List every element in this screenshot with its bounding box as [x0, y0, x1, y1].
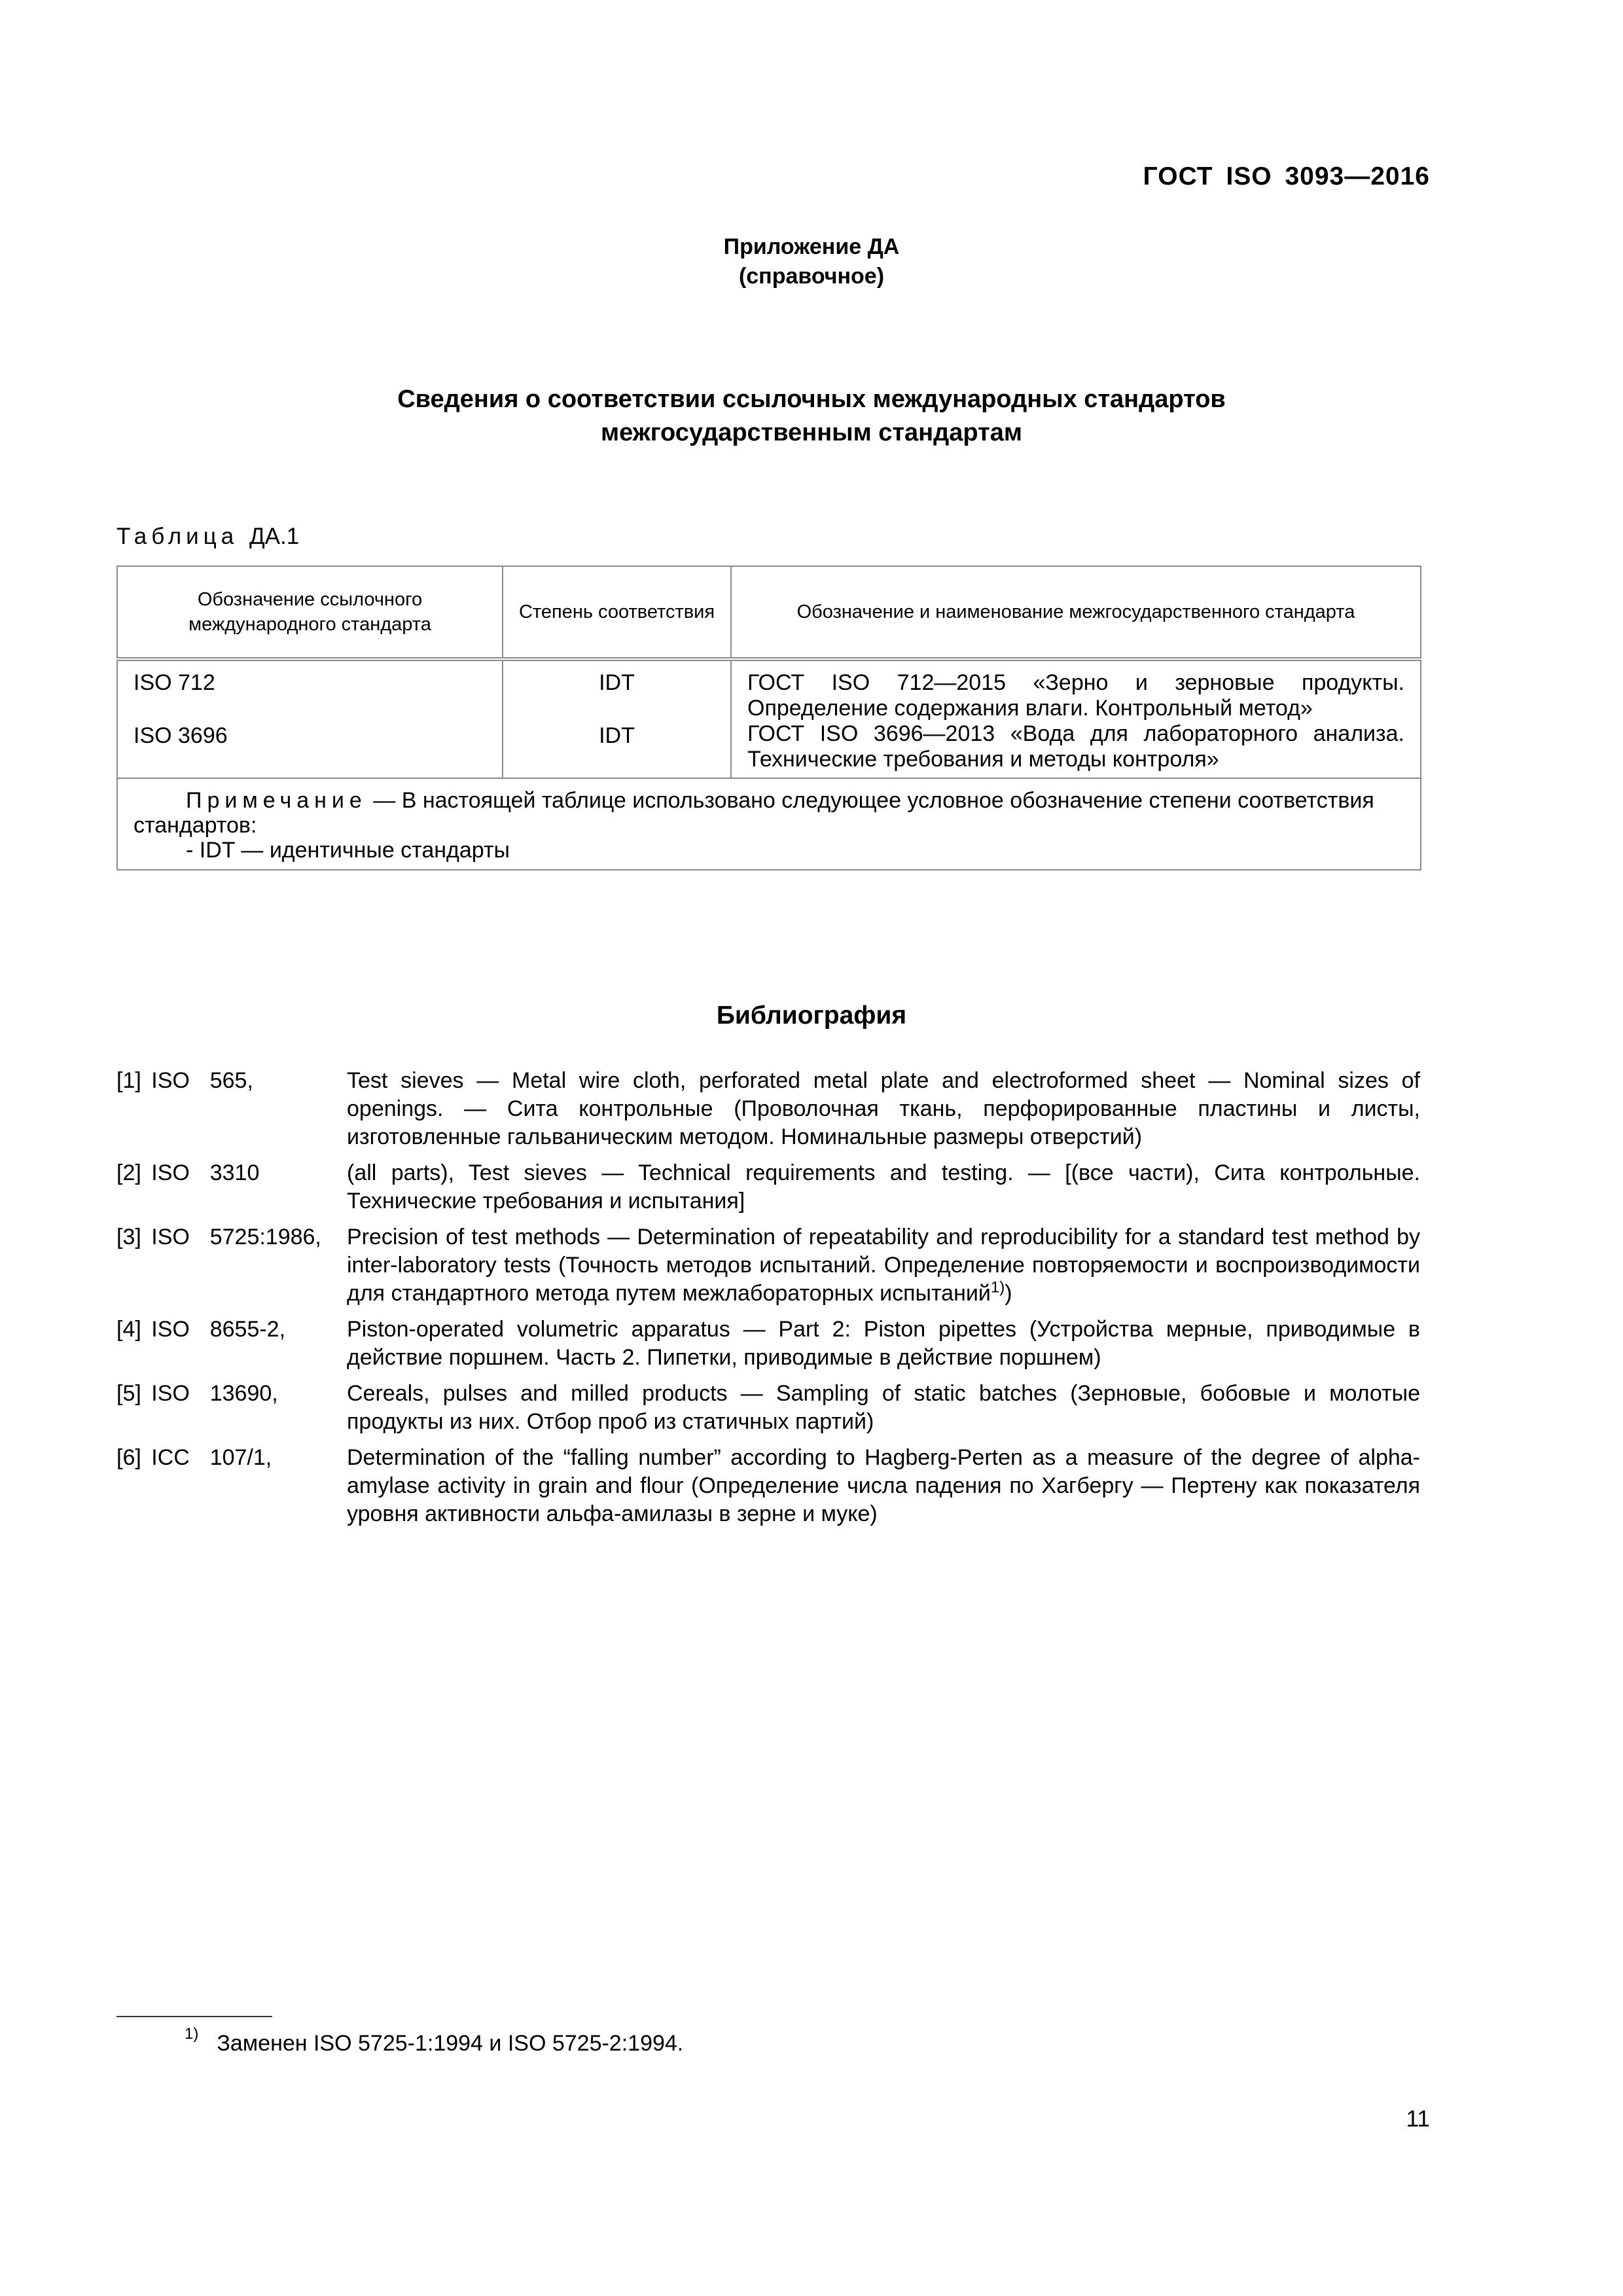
bibliography-ref: [2] ISO 3310	[116, 1160, 260, 1185]
header-ref-standard: Обозначение ссылочного международного стандарта	[117, 566, 503, 659]
table-caption	[116, 524, 299, 550]
cell-degrees	[503, 659, 731, 778]
bibliography-entry	[116, 1223, 1420, 1308]
bibliography-entry	[116, 1159, 1420, 1215]
bibliography-list	[116, 1067, 1420, 1536]
bibliography-text: Determination of the “falling number” according to Hagberg-Perten as a measure of the degree of alpha-amylase activity in grain and flour (Определение числа падения по Хагбергу — Пертену как показателя уровня активности альфа-амилазы в зерне и муке)	[347, 1445, 1420, 1526]
ref-standard-2: ISO 3696	[134, 723, 228, 748]
table-body-row	[117, 659, 1421, 778]
bibliography-title: Библиография	[716, 1001, 907, 1030]
document-code: ГОСТ ISO 3093—2016	[1143, 162, 1430, 190]
table-note-row	[117, 778, 1421, 870]
bibliography-ref: [3] ISO 5725:1986,	[116, 1225, 321, 1249]
footnote-divider	[116, 2016, 272, 2017]
table-caption-word: Таблица	[116, 524, 239, 549]
note-text: — В настоящей таблице использовано следующее условное обозначение степени соответствия стандартов:	[134, 788, 1374, 838]
bibliography-ref: [1] ISO 565,	[116, 1068, 253, 1093]
annex-title: Приложение ДА	[723, 234, 900, 259]
page-number: 11	[1406, 2106, 1430, 2132]
header-national-standard: Обозначение и наименование межгосударственного стандарта	[731, 566, 1421, 659]
bibliography-entry	[116, 1380, 1420, 1436]
bibliography-entry	[116, 1316, 1420, 1372]
bibliography-text-with-footnote	[347, 1223, 1420, 1308]
bibliography-text-tail: )	[1005, 1281, 1012, 1306]
section-title-line-1: Сведения о соответствии ссылочных международных стандартов	[397, 386, 1226, 413]
section-title-line-2: межгосударственным стандартам	[601, 419, 1022, 446]
bibliography-ref: [4] ISO 8655-2,	[116, 1317, 286, 1342]
bibliography-text: Test sieves — Metal wire cloth, perforated metal plate and electroformed sheet — Nominal sizes of openings. — Сита контрольные (Проволочная ткань, перфорированные пластины и листы, изготовленные гальваническим методом. Номинальные размеры отверстий)	[347, 1068, 1420, 1149]
degree-2: IDT	[599, 723, 635, 748]
degree-1: IDT	[599, 670, 635, 695]
footnote-reference[interactable]: 1)	[990, 1278, 1005, 1297]
national-standard-2: ГОСТ ISO 3696—2013 «Вода для лабораторного анализа. Технические требования и методы контроля»	[747, 721, 1404, 772]
note-label: Примечание	[186, 788, 367, 813]
bibliography-ref: [5] ISO 13690,	[116, 1381, 278, 1406]
bibliography-entry	[116, 1444, 1420, 1528]
table-header-row	[117, 566, 1421, 659]
bibliography-text: Cereals, pulses and milled products — Sampling of static batches (Зерновые, бобовые и молотые продукты из них. Отбор проб из статичных партий)	[347, 1381, 1420, 1434]
national-standard-1: ГОСТ ISO 712—2015 «Зерно и зерновые продукты. Определение содержания влаги. Контрольный метод»	[747, 670, 1404, 721]
bibliography-text: Piston-operated volumetric apparatus — Part 2: Piston pipettes (Устройства мерные, приводимые в действие поршнем. Часть 2. Пипетки, приводимые в действие поршнем)	[347, 1317, 1420, 1370]
correspondence-table	[116, 565, 1421, 870]
annex-heading	[0, 232, 1623, 291]
section-title	[0, 383, 1623, 450]
table-note	[117, 778, 1421, 870]
annex-subtitle: (справочное)	[738, 264, 885, 289]
bibliography-entry	[116, 1067, 1420, 1151]
bibliography-ref: [6] ICC 107/1,	[116, 1445, 272, 1470]
cell-ref-standards	[117, 659, 503, 778]
header-degree: Степень соответствия	[503, 566, 731, 659]
cell-national-standards	[731, 659, 1421, 778]
footnote-mark: 1)	[185, 2024, 199, 2043]
bibliography-text: Precision of test methods — Determination of repeatability and reproducibility for a standard test method by inter-laboratory tests (Точность методов испытаний. Определение повторяемости и воспроизводимости для стандартного метода путем межлабораторных испытаний	[347, 1225, 1420, 1306]
footnote	[185, 2024, 684, 2058]
ref-standard-1: ISO 712	[134, 670, 215, 695]
bibliography-text: (all parts), Test sieves — Technical requirements and testing. — [(все части), Сита контрольные. Технические требования и испытания]	[347, 1160, 1420, 1213]
note-item: - IDT — идентичные стандарты	[186, 838, 510, 863]
footnote-text: Заменен ISO 5725-1:1994 и ISO 5725-2:1994.	[217, 2031, 684, 2056]
table-caption-number: ДА.1	[249, 524, 300, 549]
